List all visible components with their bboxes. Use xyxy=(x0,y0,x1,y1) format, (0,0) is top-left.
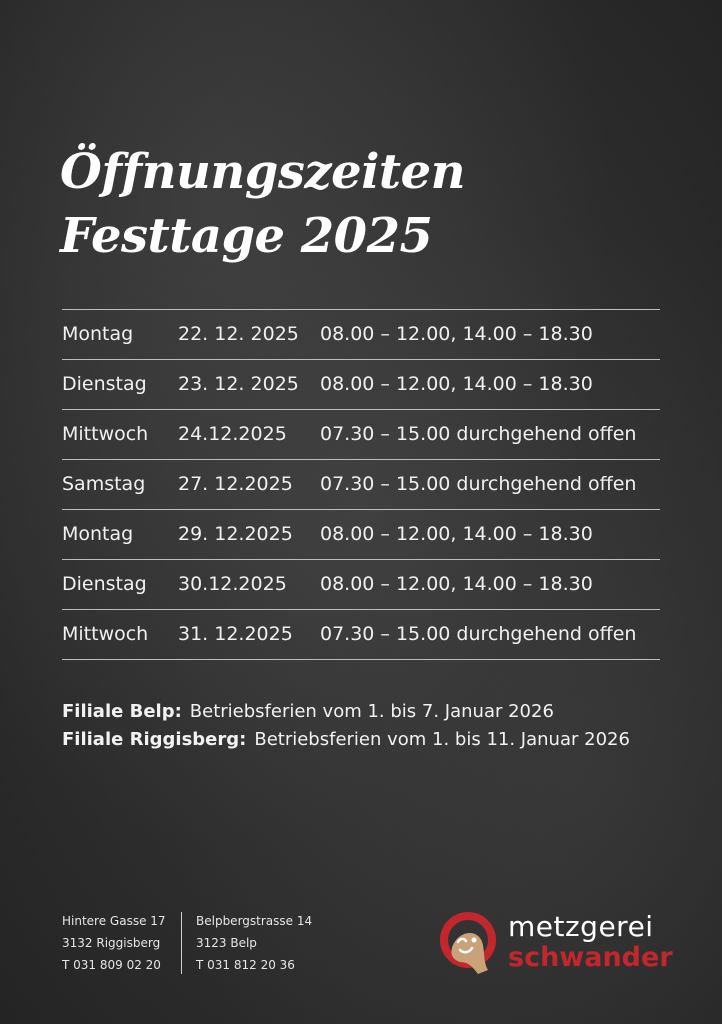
hours-cell: 08.00 – 12.00, 14.00 – 18.30 xyxy=(320,323,593,345)
date-cell: 30.12.2025 xyxy=(178,573,287,595)
table-row xyxy=(62,410,660,460)
address-city: 3123 Belp xyxy=(196,936,257,950)
day-cell: Samstag xyxy=(62,473,146,495)
company-logo xyxy=(438,908,673,988)
brand-name-line1: metzgerei xyxy=(508,910,654,943)
day-cell: Dienstag xyxy=(62,573,147,595)
footer-divider xyxy=(181,912,182,974)
address-street: Hintere Gasse 17 xyxy=(62,914,166,928)
note-label: Filiale Riggisberg: xyxy=(62,729,247,750)
title-line-2: Festtage 2025 xyxy=(60,208,433,264)
address-phone: T 031 812 20 36 xyxy=(196,958,295,972)
table-row xyxy=(62,360,660,410)
hours-cell: 07.30 – 15.00 durchgehend offen xyxy=(320,623,637,645)
note-label: Filiale Belp: xyxy=(62,701,182,722)
date-cell: 31. 12.2025 xyxy=(178,623,293,645)
note-belp xyxy=(62,698,630,726)
date-cell: 22. 12. 2025 xyxy=(178,323,299,345)
hours-cell: 08.00 – 12.00, 14.00 – 18.30 xyxy=(320,373,593,395)
branch-notes xyxy=(62,698,630,754)
date-cell: 29. 12.2025 xyxy=(178,523,293,545)
hours-cell: 08.00 – 12.00, 14.00 – 18.30 xyxy=(320,573,593,595)
page-title xyxy=(60,140,465,268)
hours-cell: 07.30 – 15.00 durchgehend offen xyxy=(320,423,637,445)
day-cell: Mittwoch xyxy=(62,423,149,445)
day-cell: Montag xyxy=(62,323,134,345)
brand-name-line2: schwander xyxy=(508,942,673,973)
day-cell: Dienstag xyxy=(62,373,147,395)
butcher-logo-icon xyxy=(438,908,502,980)
title-line-1: Öffnungszeiten xyxy=(60,144,466,200)
note-text: Betriebsferien vom 1. bis 7. Januar 2026 xyxy=(189,701,554,722)
address-street: Belpbergstrasse 14 xyxy=(196,914,313,928)
table-row xyxy=(62,460,660,510)
table-row xyxy=(62,560,660,610)
hours-cell: 07.30 – 15.00 durchgehend offen xyxy=(320,473,637,495)
day-cell: Montag xyxy=(62,523,134,545)
address-phone: T 031 809 02 20 xyxy=(62,958,161,972)
table-row xyxy=(62,610,660,660)
address-riggisberg xyxy=(62,910,192,976)
hours-cell: 08.00 – 12.00, 14.00 – 18.30 xyxy=(320,523,593,545)
day-cell: Mittwoch xyxy=(62,623,149,645)
date-cell: 24.12.2025 xyxy=(178,423,287,445)
date-cell: 23. 12. 2025 xyxy=(178,373,299,395)
table-row xyxy=(62,310,660,360)
table-row xyxy=(62,510,660,560)
address-city: 3132 Riggisberg xyxy=(62,936,161,950)
note-riggisberg xyxy=(62,726,630,754)
note-text: Betriebsferien vom 1. bis 11. Januar 2026 xyxy=(254,729,630,750)
address-belp xyxy=(196,910,326,976)
date-cell: 27. 12.2025 xyxy=(178,473,293,495)
opening-hours-table xyxy=(62,309,660,660)
